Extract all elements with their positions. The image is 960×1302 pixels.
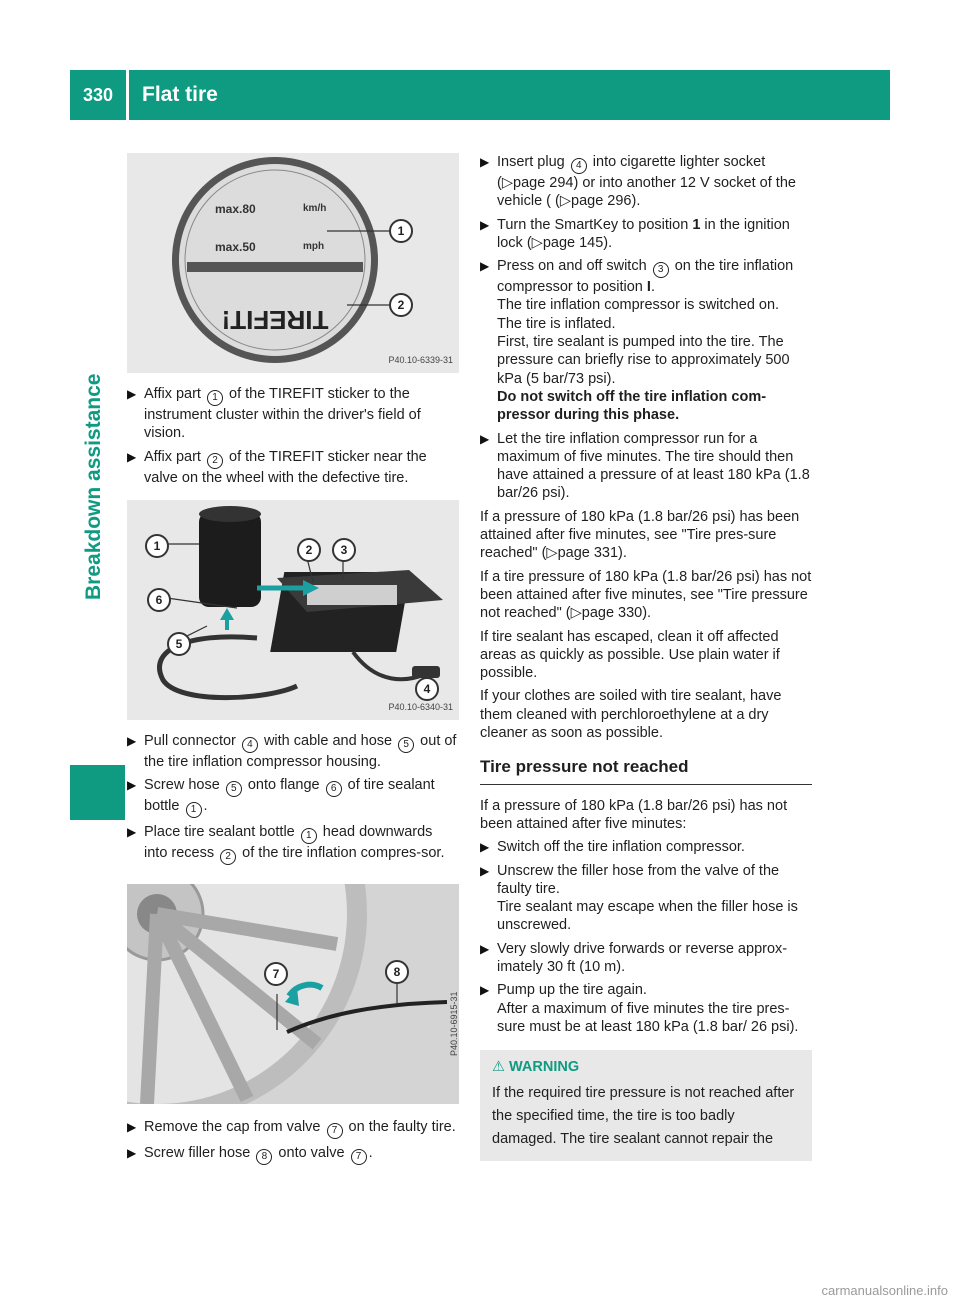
ref-number: 7 (351, 1149, 367, 1165)
arrow-bullet-icon: ▶ (127, 1146, 137, 1161)
watermark: carmanualsonline.info (821, 1283, 948, 1298)
warning-triangle-icon: ⚠ (492, 1059, 505, 1076)
step-result-text: The tire is inflated. (497, 315, 616, 332)
sticker-unit-kmh: km/h (303, 203, 327, 214)
sticker-max-2: max.50 (215, 240, 256, 254)
callout-8: 8 (385, 960, 409, 984)
arrow-bullet-icon: ▶ (127, 778, 137, 793)
ref-number: 2 (207, 453, 223, 469)
callout-2: 2 (297, 538, 321, 562)
callout-6: 6 (147, 588, 171, 612)
arrow-bullet-icon: ▶ (480, 431, 490, 446)
ref-number: 1 (301, 828, 317, 844)
ref-number: 1 (207, 390, 223, 406)
instruction-step: ▶ Screw hose 5 onto flange 6 of tire sealant bottle 1 . (127, 776, 459, 818)
ref-number: 4 (571, 158, 587, 174)
side-tab-label: Breakdown assistance (82, 373, 105, 600)
sticker-illustration (127, 153, 459, 373)
page-ref-link[interactable]: page 330). (581, 605, 652, 622)
paragraph: If a pressure of 180 kPa (1.8 bar/26 psi) has not been attained after five minutes: (480, 797, 788, 832)
instruction-step: ▶ Insert plug 4 into cigarette lighter socket (▷page 294) or into another 12 V socket of the vehicle ( (▷page 296). (480, 154, 796, 210)
warning-title: ⚠ WARNING (492, 1059, 580, 1076)
step-result-text: The tire inflation compressor is switched on. (497, 297, 780, 314)
callout-7: 7 (264, 962, 288, 986)
ref-number: 8 (256, 1149, 272, 1165)
instruction-step: ▶ Let the tire inflation compressor run for a maximum of five minutes. The tire should then have attained a pressure of at least 180 kPa (1.8 bar/26 psi). (480, 430, 810, 502)
page-number: 330 (82, 85, 114, 105)
instruction-step: ▶ Place tire sealant bottle 1 head downwards into recess 2 of the tire inflation compres-sor. (127, 823, 459, 865)
arrow-bullet-icon: ▶ (127, 825, 137, 840)
figure-code: P40.10-6340-31 (388, 701, 453, 712)
instruction-step: ▶ Pull connector 4 with cable and hose 5 out of the tire inflation compressor housing. (127, 732, 457, 770)
page-ref-icon: ▷ (570, 605, 582, 622)
page-ref-link[interactable]: page 294) or into another 12 V socket of the vehicle ( (497, 175, 796, 210)
wheel-illustration (127, 884, 459, 1104)
page-ref-icon: ▷ (531, 234, 543, 251)
instruction-step: ▶ Screw filler hose 8 onto valve 7 . (127, 1144, 459, 1165)
warning-text: If the required tire pressure is not reached after the specified time, the tire is too badly damaged. The tire sealant cannot repair the (492, 1085, 795, 1148)
ref-number: 4 (242, 737, 258, 753)
arrow-bullet-icon: ▶ (127, 449, 137, 464)
arrow-bullet-icon: ▶ (127, 1120, 137, 1135)
left-column (127, 153, 459, 1170)
figure-code: P40.10-6915-31 (449, 991, 459, 1056)
ref-number: 5 (398, 737, 414, 753)
ref-number: 3 (653, 262, 669, 278)
arrow-bullet-icon: ▶ (127, 733, 137, 748)
ref-number: 6 (326, 781, 342, 797)
step-result-text: After a maximum of five minutes the tire pres-sure must be at least 180 kPa (1.8 bar/ 26 psi). (497, 1000, 799, 1035)
instruction-step: ▶ Turn the SmartKey to position 1 in the ignition lock (▷page 145). (480, 216, 790, 251)
page-header (70, 70, 890, 120)
arrow-bullet-icon: ▶ (480, 863, 490, 878)
step-caution-text: Do not switch off the tire inflation com-pressor during this phase. (497, 388, 767, 424)
ref-number: 5 (226, 781, 242, 797)
figure-code: P40.10-6339-31 (388, 354, 453, 365)
right-column (480, 153, 812, 1161)
ref-number: 2 (220, 849, 236, 865)
callout-3: 3 (332, 538, 356, 562)
step-result-text: First, tire sealant is pumped into the tire. The pressure can briefly rise to approximately 500 kPa (5 bar/73 psi). (497, 334, 790, 387)
section-title: Flat tire (142, 83, 218, 106)
instruction-step: ▶ Switch off the tire inflation compressor. (480, 839, 745, 856)
paragraph: If tire sealant has escaped, clean it off affected areas as quickly as possible. Use plain water if possible. (480, 628, 780, 682)
instruction-step: ▶ Remove the cap from valve 7 on the faulty tire. (127, 1118, 459, 1139)
sticker-unit-mph: mph (303, 241, 325, 252)
section-heading: Tire pressure not reached (480, 757, 689, 777)
instruction-step: ▶ Affix part 1 of the TIREFIT sticker to the instrument cluster within the driver's field of vision. (127, 386, 421, 442)
compressor-illustration (127, 500, 459, 720)
page-ref-link[interactable]: page 331). (557, 545, 627, 562)
header-divider (126, 70, 129, 120)
callout-1: 1 (389, 219, 413, 243)
arrow-bullet-icon: ▶ (480, 259, 490, 274)
arrow-bullet-icon: ▶ (480, 983, 490, 998)
tirefit-sticker-figure (127, 153, 459, 373)
arrow-bullet-icon: ▶ (480, 941, 490, 956)
arrow-bullet-icon: ▶ (480, 217, 490, 232)
instruction-step: ▶ Unscrew the filler hose from the valve of the faulty tire. Tire sealant may escape when the filler hose is unscrewed. (480, 862, 812, 935)
callout-2: 2 (389, 293, 413, 317)
side-tab-marker (70, 765, 125, 820)
instruction-step: ▶ Press on and off switch 3 on the tire inflation compressor to position I. The tire inflation compressor is switched on. The tire is inflated. First, tire sealant is pumped into the tire. The pressure can briefly rise to approximately 500 kPa (5 bar/73 psi). Do not switch off the tire inflation com-pressor during this phase. (480, 257, 812, 424)
arrow-bullet-icon: ▶ (480, 155, 490, 169)
callout-5: 5 (167, 632, 191, 656)
warning-box (480, 1050, 812, 1161)
callout-4: 4 (415, 677, 439, 701)
instruction-step: ▶ Pump up the tire again. After a maximum of five minutes the tire pres-sure must be at least 180 kPa (1.8 bar/ 26 psi). (480, 981, 812, 1036)
instruction-step: ▶ Very slowly drive forwards or reverse approx-imately 30 ft (10 m). (480, 940, 788, 975)
step-result-text: Tire sealant may escape when the filler hose is unscrewed. (497, 899, 798, 934)
paragraph: If a tire pressure of 180 kPa (1.8 bar/26 psi) has not been attained after five minutes, see "Tire pressure not reached" (▷page 330). (480, 568, 812, 622)
sticker-brand-text: TIREFIT! (221, 305, 329, 335)
page-ref-link[interactable]: page 145). (542, 234, 613, 251)
page-ref-icon: ▷ (559, 193, 572, 210)
ref-number: 1 (186, 802, 202, 818)
ref-number: 7 (327, 1123, 343, 1139)
page-ref-icon: ▷ (501, 175, 513, 191)
paragraph: If your clothes are soiled with tire sealant, have them cleaned with perchloroethylene at a dry cleaner as soon as possible. (480, 688, 782, 742)
instruction-step: ▶ Affix part 2 of the TIREFIT sticker near the valve on the wheel with the defective tire. (127, 448, 427, 486)
page-ref-icon: ▷ (546, 545, 558, 562)
arrow-bullet-icon: ▶ (127, 387, 137, 401)
wheel-valve-figure (127, 884, 459, 1104)
paragraph: If a pressure of 180 kPa (1.8 bar/26 psi) has been attained after five minutes, see "Tire pres-sure reached" (▷page 331). (480, 508, 800, 562)
compressor-figure (127, 500, 459, 720)
page-ref-link[interactable]: page 296). (571, 193, 641, 210)
sticker-max-1: max.80 (215, 202, 256, 216)
heading-rule (480, 784, 812, 785)
arrow-bullet-icon: ▶ (480, 840, 490, 855)
callout-1: 1 (145, 534, 169, 558)
